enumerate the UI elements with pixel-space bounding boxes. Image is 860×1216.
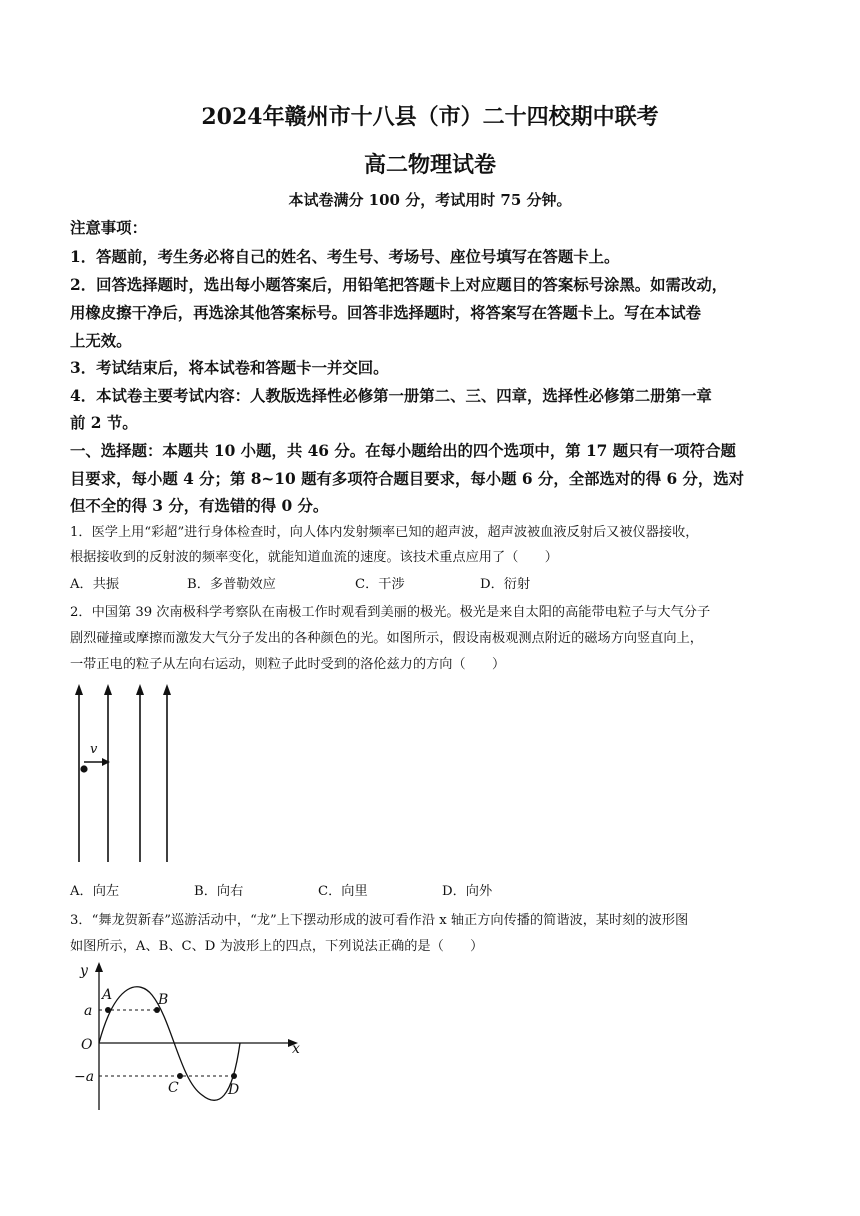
exam-subtitle: 高二物理试卷 <box>363 152 496 178</box>
question-1-text: 1．医学上用“彩超”进行身体检查时，向人体内发射频率已知的超声波，超声波被血液反射后又被仪器接收， <box>70 525 699 540</box>
note-line: 1．答题前，考生务必将自己的姓名、考生号、考场号、座位号填写在答题卡上。 <box>70 248 620 266</box>
option-b: B．多普勒效应 <box>187 577 276 592</box>
note-line: 3．考试结束后，将本试卷和答题卡一并交回。 <box>70 359 389 377</box>
option-b: B．向右 <box>194 884 244 899</box>
note-line: 2．回答选择题时，选出每小题答案后，用铅笔把答题卡上对应题目的答案标号涂黑。如需改动， <box>70 276 728 294</box>
origin-label: O <box>81 1037 93 1053</box>
notes-heading: 注意事项： <box>70 219 147 237</box>
section-instructions: 目要求，每小题 4 分；第 8~10 题有多项符合题目要求，每小题 6 分，全部选对的得 6 分，选对 <box>70 470 745 488</box>
option-c: C．向里 <box>318 884 368 899</box>
point-c-label: C <box>168 1080 179 1096</box>
velocity-label: v <box>90 742 98 757</box>
question-2-text: 一带正电的粒子从左向右运动，则粒子此时受到的洛伦兹力的方向（ ） <box>70 657 506 672</box>
section-instructions: 但不全的得 3 分，有选错的得 0 分。 <box>70 497 329 515</box>
note-line: 用橡皮擦干净后，再选涂其他答案标号。回答非选择题时，将答案写在答题卡上。写在本试卷 <box>70 304 702 322</box>
wave-figure <box>72 960 312 1112</box>
note-line: 前 2 节。 <box>70 414 138 432</box>
x-axis-label: x <box>292 1041 300 1057</box>
note-line: 上无效。 <box>70 332 132 350</box>
note-line: 4．本试卷主要考试内容：人教版选择性必修第一册第二、三、四章，选择性必修第二册第一章 <box>70 387 712 405</box>
question-3-text: 如图所示，A、B、C、D 为波形上的四点，下列说法正确的是（ ） <box>70 939 484 954</box>
option-a: A．向左 <box>70 884 120 899</box>
point-b-label: B <box>158 992 169 1008</box>
y-axis-label: y <box>80 963 88 979</box>
question-2-text: 2．中国第 39 次南极科学考察队在南极工作时观看到美丽的极光。极光是来自太阳的高能带电粒子与大气分子 <box>70 605 711 620</box>
amplitude-label: a <box>84 1003 93 1019</box>
exam-title: 2024年赣州市十八县（市）二十四校期中联考 <box>201 104 659 130</box>
section-instructions: 一、选择题：本题共 10 小题，共 46 分。在每小题给出的四个选项中，第 17 题只有一项符合题 <box>70 442 736 460</box>
question-1-text: 根据接收到的反射波的频率变化，就能知道血流的速度。该技术重点应用了（ ） <box>70 550 558 565</box>
option-d: D．向外 <box>442 884 493 899</box>
option-d: D．衍射 <box>480 577 531 592</box>
negative-amplitude-label: −a <box>74 1069 95 1085</box>
point-a-label: A <box>102 987 113 1003</box>
exam-info: 本试卷满分 100 分，考试用时 75 分钟。 <box>288 191 572 209</box>
magnetic-field-figure <box>66 680 186 870</box>
point-d-label: D <box>228 1082 240 1098</box>
question-3-text: 3．“舞龙贺新春”巡游活动中，“龙”上下摆动形成的波可看作沿 x 轴正方向传播的简谐波，某时刻的波形图 <box>70 913 689 928</box>
option-c: C．干涉 <box>355 577 405 592</box>
option-a: A．共振 <box>70 577 120 592</box>
question-2-text: 剧烈碰撞或摩擦而激发大气分子发出的各种颜色的光。如图所示，假设南极观测点附近的磁场方向竖直向上， <box>70 631 703 646</box>
